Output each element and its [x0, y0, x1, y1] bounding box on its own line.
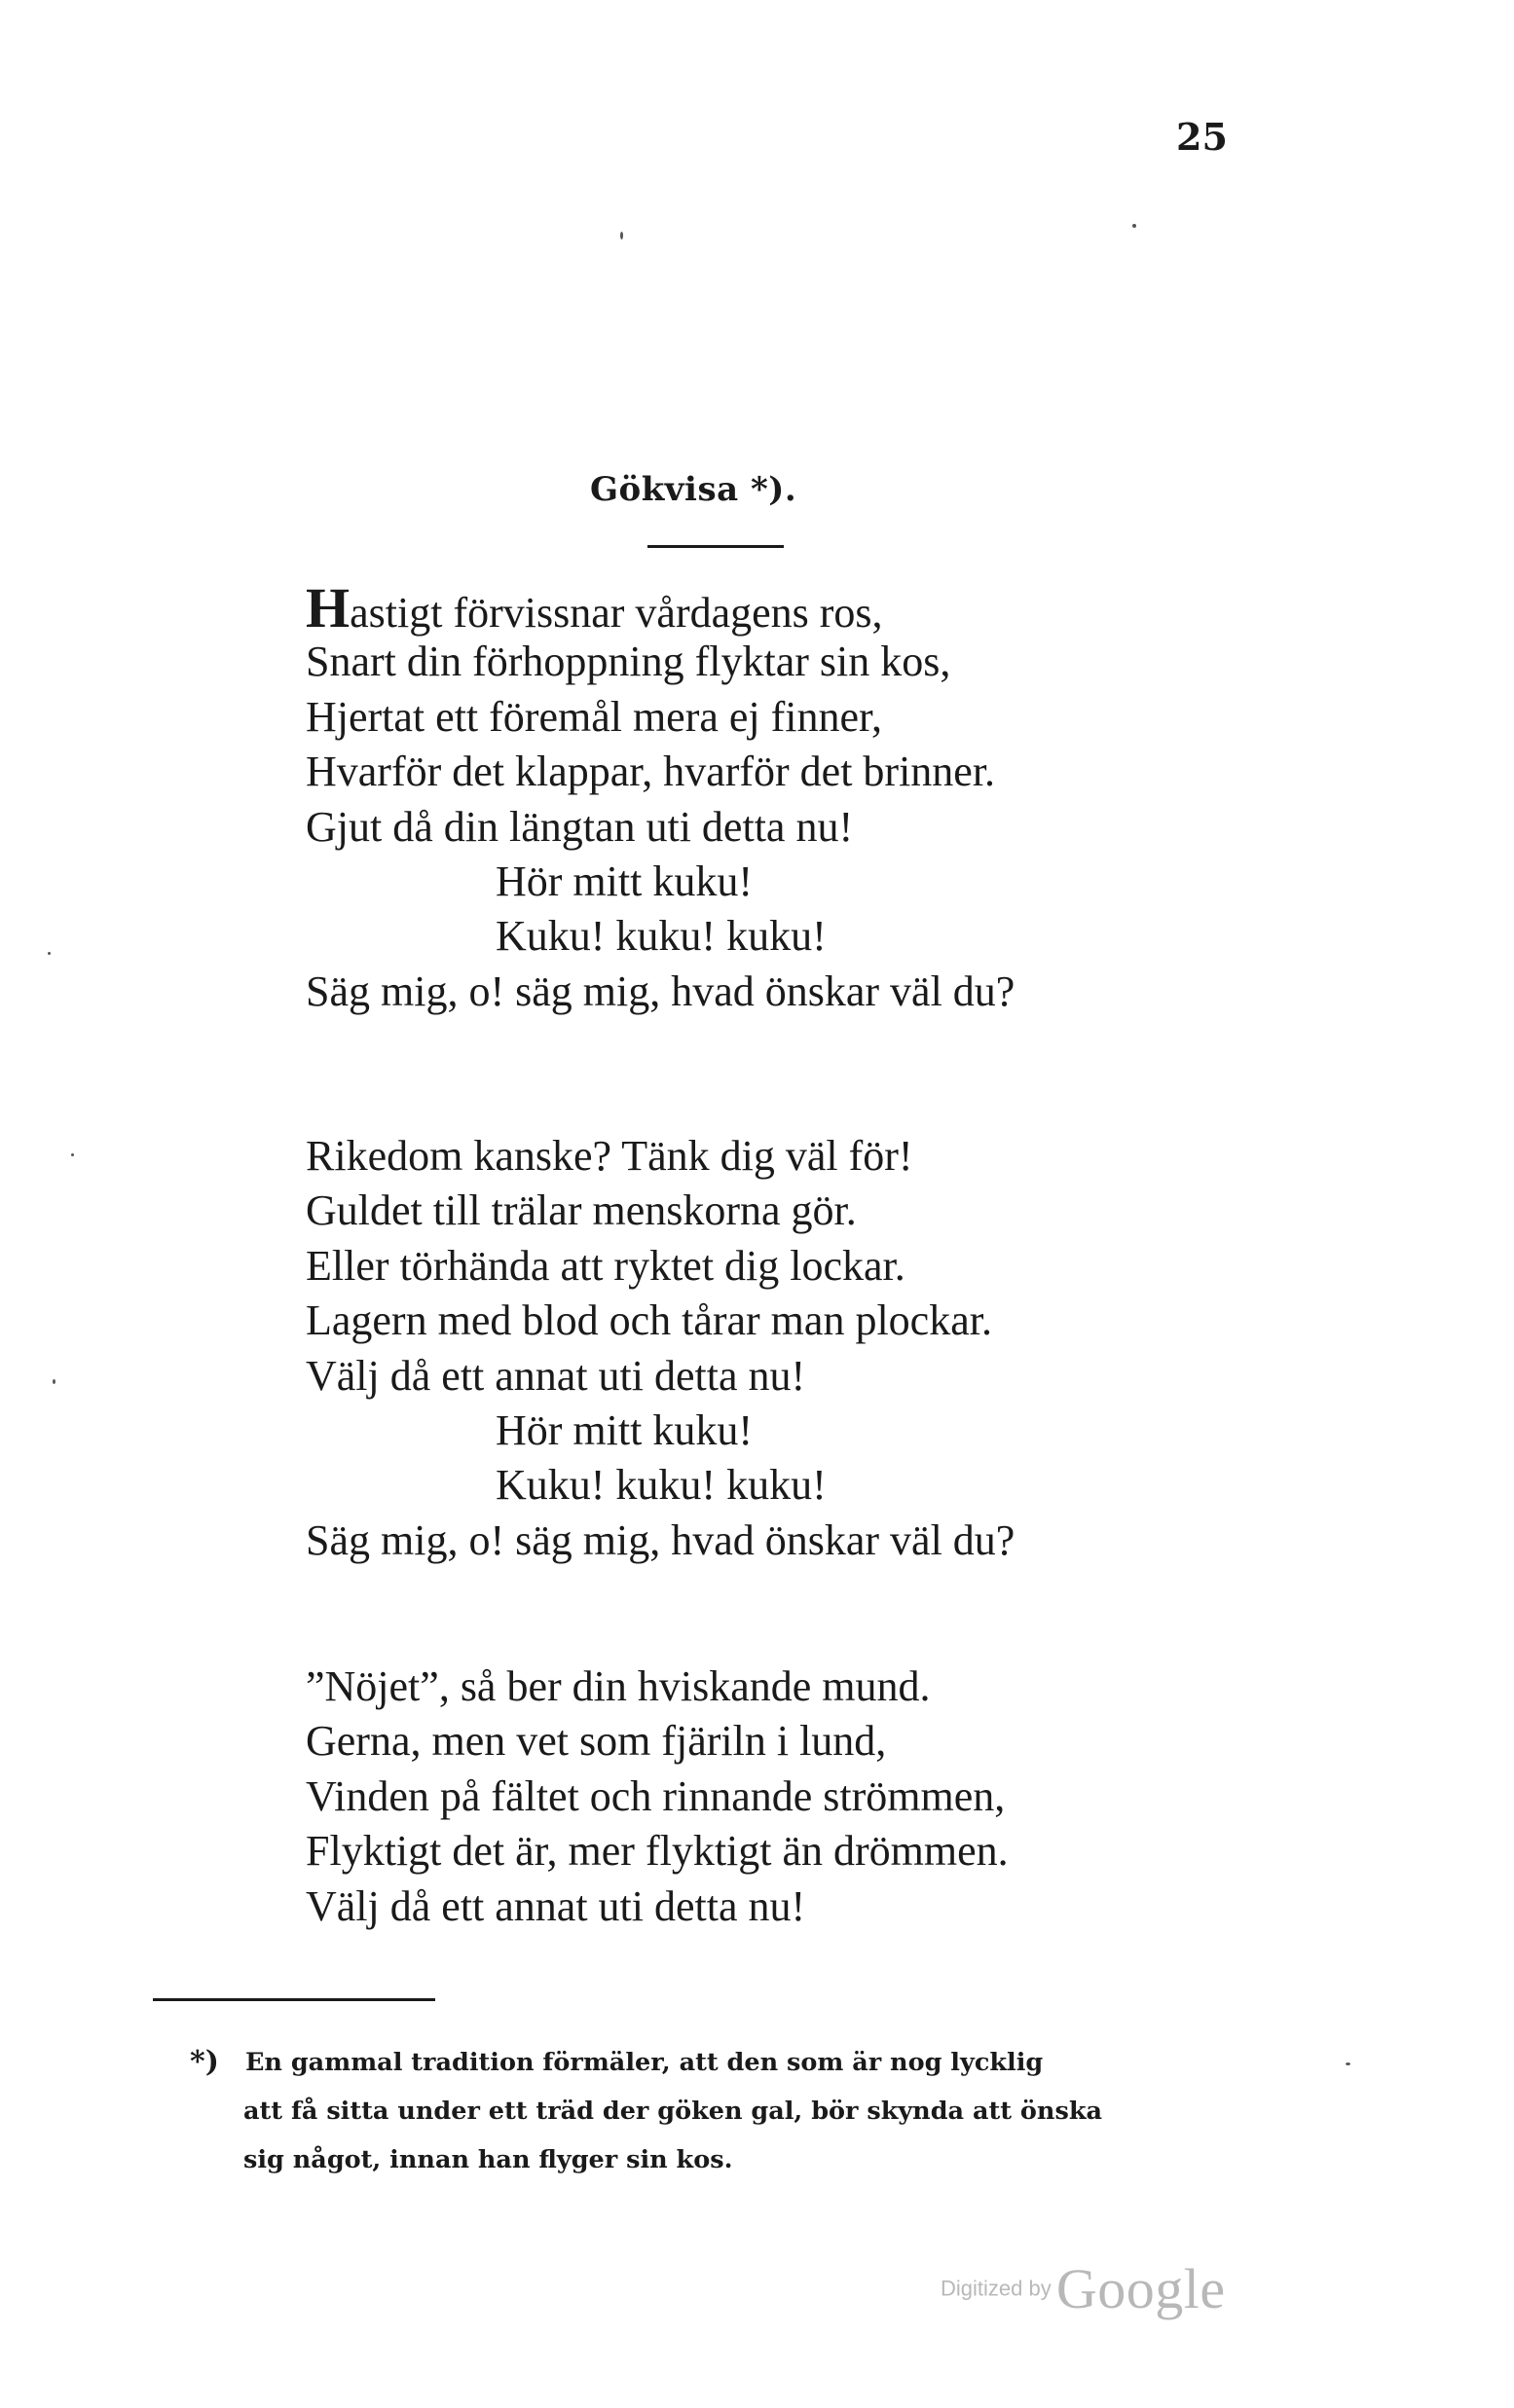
title-divider: [647, 545, 784, 548]
verse-line: Eller törhända att ryktet dig lockar.: [306, 1241, 905, 1290]
stanza-3: [306, 1660, 1009, 1934]
verse-line: Välj då ett annat uti detta nu!: [306, 1881, 806, 1930]
verse-line: ”Nöjet”, så ber din hviskande mund.: [306, 1662, 931, 1710]
verse-line: Hvarför det klappar, hvarför det brinner.: [306, 748, 996, 796]
digitized-watermark: [941, 2256, 1226, 2321]
verse-line: Hjertat ett föremål mera ej finner,: [306, 692, 882, 741]
verse-line: Lagern med blod och tårar man plockar.: [306, 1296, 992, 1345]
verse-line: Snart din förhoppning flyktar sin kos,: [306, 638, 951, 686]
footnote-line: att få sitta under ett träd der göken gal, bör skynda att önska: [243, 2097, 1103, 2126]
refrain-line: Kuku! kuku! kuku!: [496, 1461, 827, 1510]
footnote-line: sig något, innan han flyger sin kos.: [243, 2145, 733, 2174]
refrain-line: Hör mitt kuku!: [496, 857, 753, 905]
verse-line: Gjut då din längtan uti detta nu!: [306, 802, 854, 851]
verse-line: Flyktigt det är, mer flyktigt än drömmen.: [306, 1827, 1009, 1876]
stanza-2: [306, 1129, 1015, 1568]
verse-line: Säg mig, o! säg mig, hvad önskar väl du?: [306, 967, 1015, 1015]
verse-line: Gerna, men vet som fjäriln i lund,: [306, 1717, 887, 1766]
refrain-line: Hör mitt kuku!: [496, 1405, 753, 1454]
page-number: 25: [1176, 115, 1228, 159]
verse-line: Välj då ett annat uti detta nu!: [306, 1351, 806, 1400]
verse-line: Guldet till trälar menskorna gör.: [306, 1186, 857, 1235]
drop-cap: H: [306, 576, 351, 639]
poem-title: Gökvisa *).: [590, 470, 797, 509]
footnote-marker: *): [190, 2045, 219, 2079]
stanza-1: [306, 576, 1015, 1019]
verse-line: Rikedom kanske? Tänk dig väl för!: [306, 1132, 913, 1180]
watermark-prefix: Digitized by: [941, 2276, 1052, 2301]
google-logo: Google: [1055, 2257, 1226, 2320]
verse-line: Hastigt förvissnar vårdagens ros,: [306, 576, 883, 639]
verse-line: Säg mig, o! säg mig, hvad önskar väl du?: [306, 1515, 1015, 1564]
footnote-line: En gammal tradition förmäler, att den som är nog lycklig: [245, 2048, 1044, 2077]
footnote: [190, 2038, 1178, 2184]
refrain-line: Kuku! kuku! kuku!: [496, 912, 827, 961]
verse-line: Vinden på fältet och rinnande strömmen,: [306, 1771, 1006, 1820]
footnote-divider: [153, 1998, 435, 2001]
